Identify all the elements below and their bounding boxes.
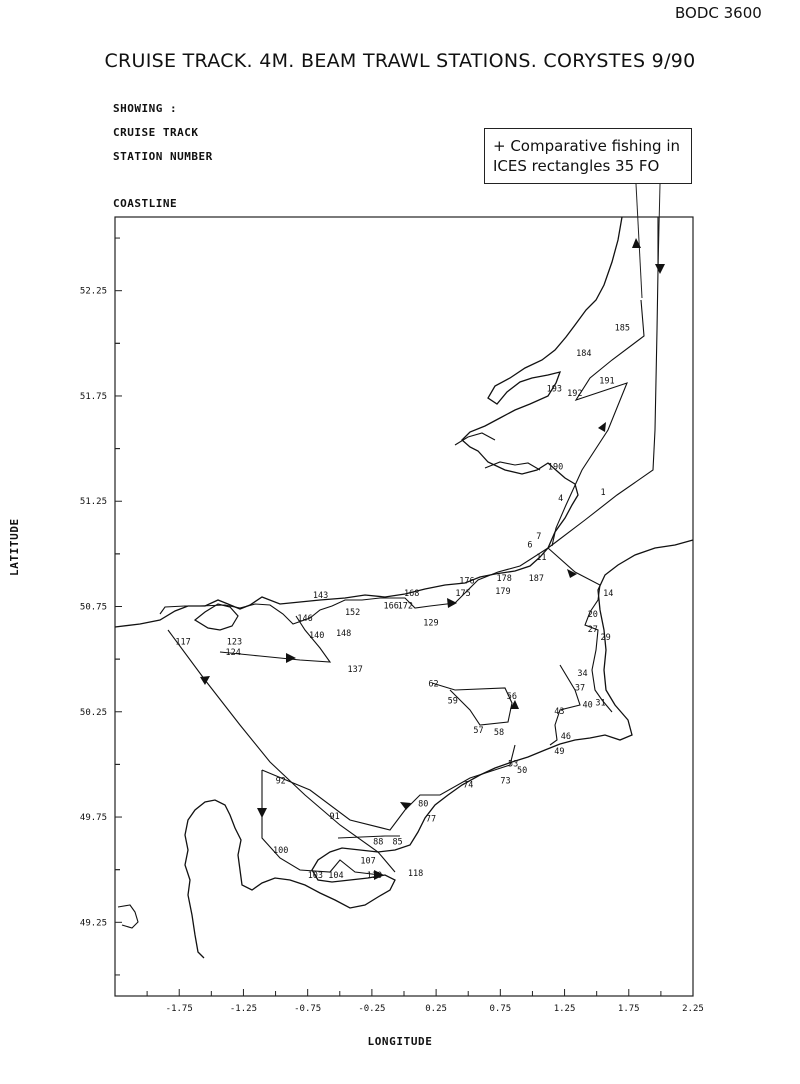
station-label: 118	[407, 868, 424, 879]
x-tick-label: -0.75	[294, 1004, 322, 1014]
x-tick-label: 1.75	[617, 1004, 640, 1014]
station-label: 92	[275, 776, 286, 787]
x-tick-label: -0.25	[358, 1004, 386, 1014]
station-label: 34	[577, 668, 588, 679]
coastline-france	[185, 540, 693, 958]
station-label: 107	[360, 856, 376, 867]
station-label: 124	[225, 647, 241, 658]
track-short-leg	[338, 836, 400, 838]
station-label: 104	[328, 871, 344, 882]
y-axis-label: LATITUDE	[8, 518, 21, 576]
legend-showing: SHOWING :	[113, 102, 178, 115]
station-label: 178	[496, 574, 512, 585]
station-label: 6	[527, 540, 533, 551]
station-label: 73	[500, 776, 511, 787]
station-label: 176	[459, 576, 475, 587]
station-label: 57	[473, 725, 484, 736]
station-label: 193	[546, 384, 562, 395]
station-labels	[175, 324, 630, 881]
station-label: 129	[423, 618, 439, 629]
report-reference: BODC 3600	[675, 4, 762, 22]
x-axis-ticks	[147, 989, 704, 1014]
legend-coastline: COASTLINE	[113, 197, 178, 210]
arrow-icon	[257, 808, 267, 818]
track-mid-channel	[432, 683, 512, 725]
arrow-icon	[286, 653, 296, 663]
station-label: 146	[297, 614, 313, 625]
y-tick-label: 49.25	[79, 918, 107, 929]
cruise-track	[160, 217, 658, 875]
station-label: 46	[560, 732, 571, 743]
station-label: 190	[547, 462, 564, 473]
station-label: 53	[508, 759, 519, 770]
station-label: 7	[536, 532, 542, 543]
y-tick-label: 51.75	[79, 391, 107, 402]
station-label: 140	[308, 631, 325, 642]
coastline-channel-island	[118, 905, 138, 928]
station-label: 168	[404, 588, 420, 599]
station-label: 40	[582, 700, 593, 711]
station-label: 58	[493, 727, 505, 738]
x-tick-label: -1.25	[229, 1004, 257, 1014]
station-label: 192	[567, 388, 583, 399]
station-label: 56	[506, 692, 518, 703]
x-axis-label: LONGITUDE	[367, 1035, 433, 1048]
station-label: 80	[418, 799, 429, 810]
x-tick-label: 0.75	[489, 1004, 512, 1014]
station-label: 172	[397, 601, 413, 612]
station-label: 88	[373, 837, 384, 848]
station-label: 184	[576, 348, 592, 359]
y-tick-label: 49.75	[79, 813, 107, 824]
coastline-estuary	[455, 433, 495, 445]
station-label: 50	[517, 765, 528, 776]
y-tick-label: 50.75	[79, 602, 107, 613]
y-tick-label: 52.25	[79, 286, 107, 297]
arrow-icon	[567, 569, 577, 578]
station-label: 29	[600, 633, 611, 644]
station-label: 11	[536, 553, 547, 564]
station-label: 37	[574, 683, 586, 694]
station-label: 103	[307, 871, 324, 882]
y-axis-ticks	[80, 238, 122, 975]
station-label: 185	[614, 323, 631, 334]
x-tick-label: 1.25	[553, 1004, 576, 1014]
station-label: 4	[558, 494, 564, 505]
station-label: 59	[447, 696, 458, 707]
station-label: 74	[463, 780, 474, 791]
comparative-fishing-note	[484, 128, 692, 184]
station-label: 77	[425, 814, 437, 825]
coastline-isle-of-wight	[195, 604, 238, 630]
legend-cruise-track: CRUISE TRACK	[113, 126, 199, 139]
note-line-2: ICES rectangles 35 FO	[493, 157, 660, 175]
x-tick-label: -1.75	[165, 1004, 193, 1014]
station-label: 117	[175, 637, 191, 648]
arrow-icon	[632, 238, 641, 248]
coastline-england	[115, 217, 622, 627]
station-label: 143	[312, 591, 329, 602]
station-label: 110	[366, 871, 383, 882]
station-label: 179	[495, 586, 511, 597]
station-label: 49	[554, 746, 565, 757]
station-label: 137	[347, 664, 363, 675]
y-tick-label: 51.25	[79, 497, 107, 508]
track-south-loop	[262, 745, 515, 830]
station-label: 1	[600, 487, 606, 498]
x-tick-label: 2.25	[682, 1004, 704, 1014]
station-label: 20	[587, 610, 598, 621]
coastline-thames-inlet	[485, 462, 540, 470]
station-label: 100	[273, 845, 289, 856]
y-tick-label: 50.25	[79, 707, 107, 718]
station-label: 27	[587, 624, 598, 635]
map-title: CRUISE TRACK. 4M. BEAM TRAWL STATIONS. CORYSTES 9/90	[104, 50, 696, 72]
station-label: 14	[603, 588, 614, 599]
station-label: 191	[599, 376, 615, 387]
station-label: 31	[595, 698, 606, 709]
station-label: 166	[383, 601, 399, 612]
station-label: 85	[392, 837, 403, 848]
legend-station-number: STATION NUMBER	[113, 150, 213, 163]
track-arrows	[200, 238, 665, 880]
arrow-icon	[447, 598, 457, 608]
note-line-1: + Comparative fishing in	[493, 137, 681, 155]
station-label: 123	[226, 637, 243, 648]
station-label: 91	[329, 812, 340, 823]
station-label: 187	[528, 574, 544, 585]
station-label: 148	[335, 628, 352, 639]
x-tick-label: 0.25	[425, 1004, 447, 1014]
station-label: 152	[344, 607, 361, 618]
station-label: 175	[455, 588, 471, 599]
station-label: 43	[554, 706, 565, 717]
arrow-icon	[655, 264, 665, 274]
station-label: 62	[428, 679, 439, 690]
arrow-icon	[598, 422, 606, 432]
